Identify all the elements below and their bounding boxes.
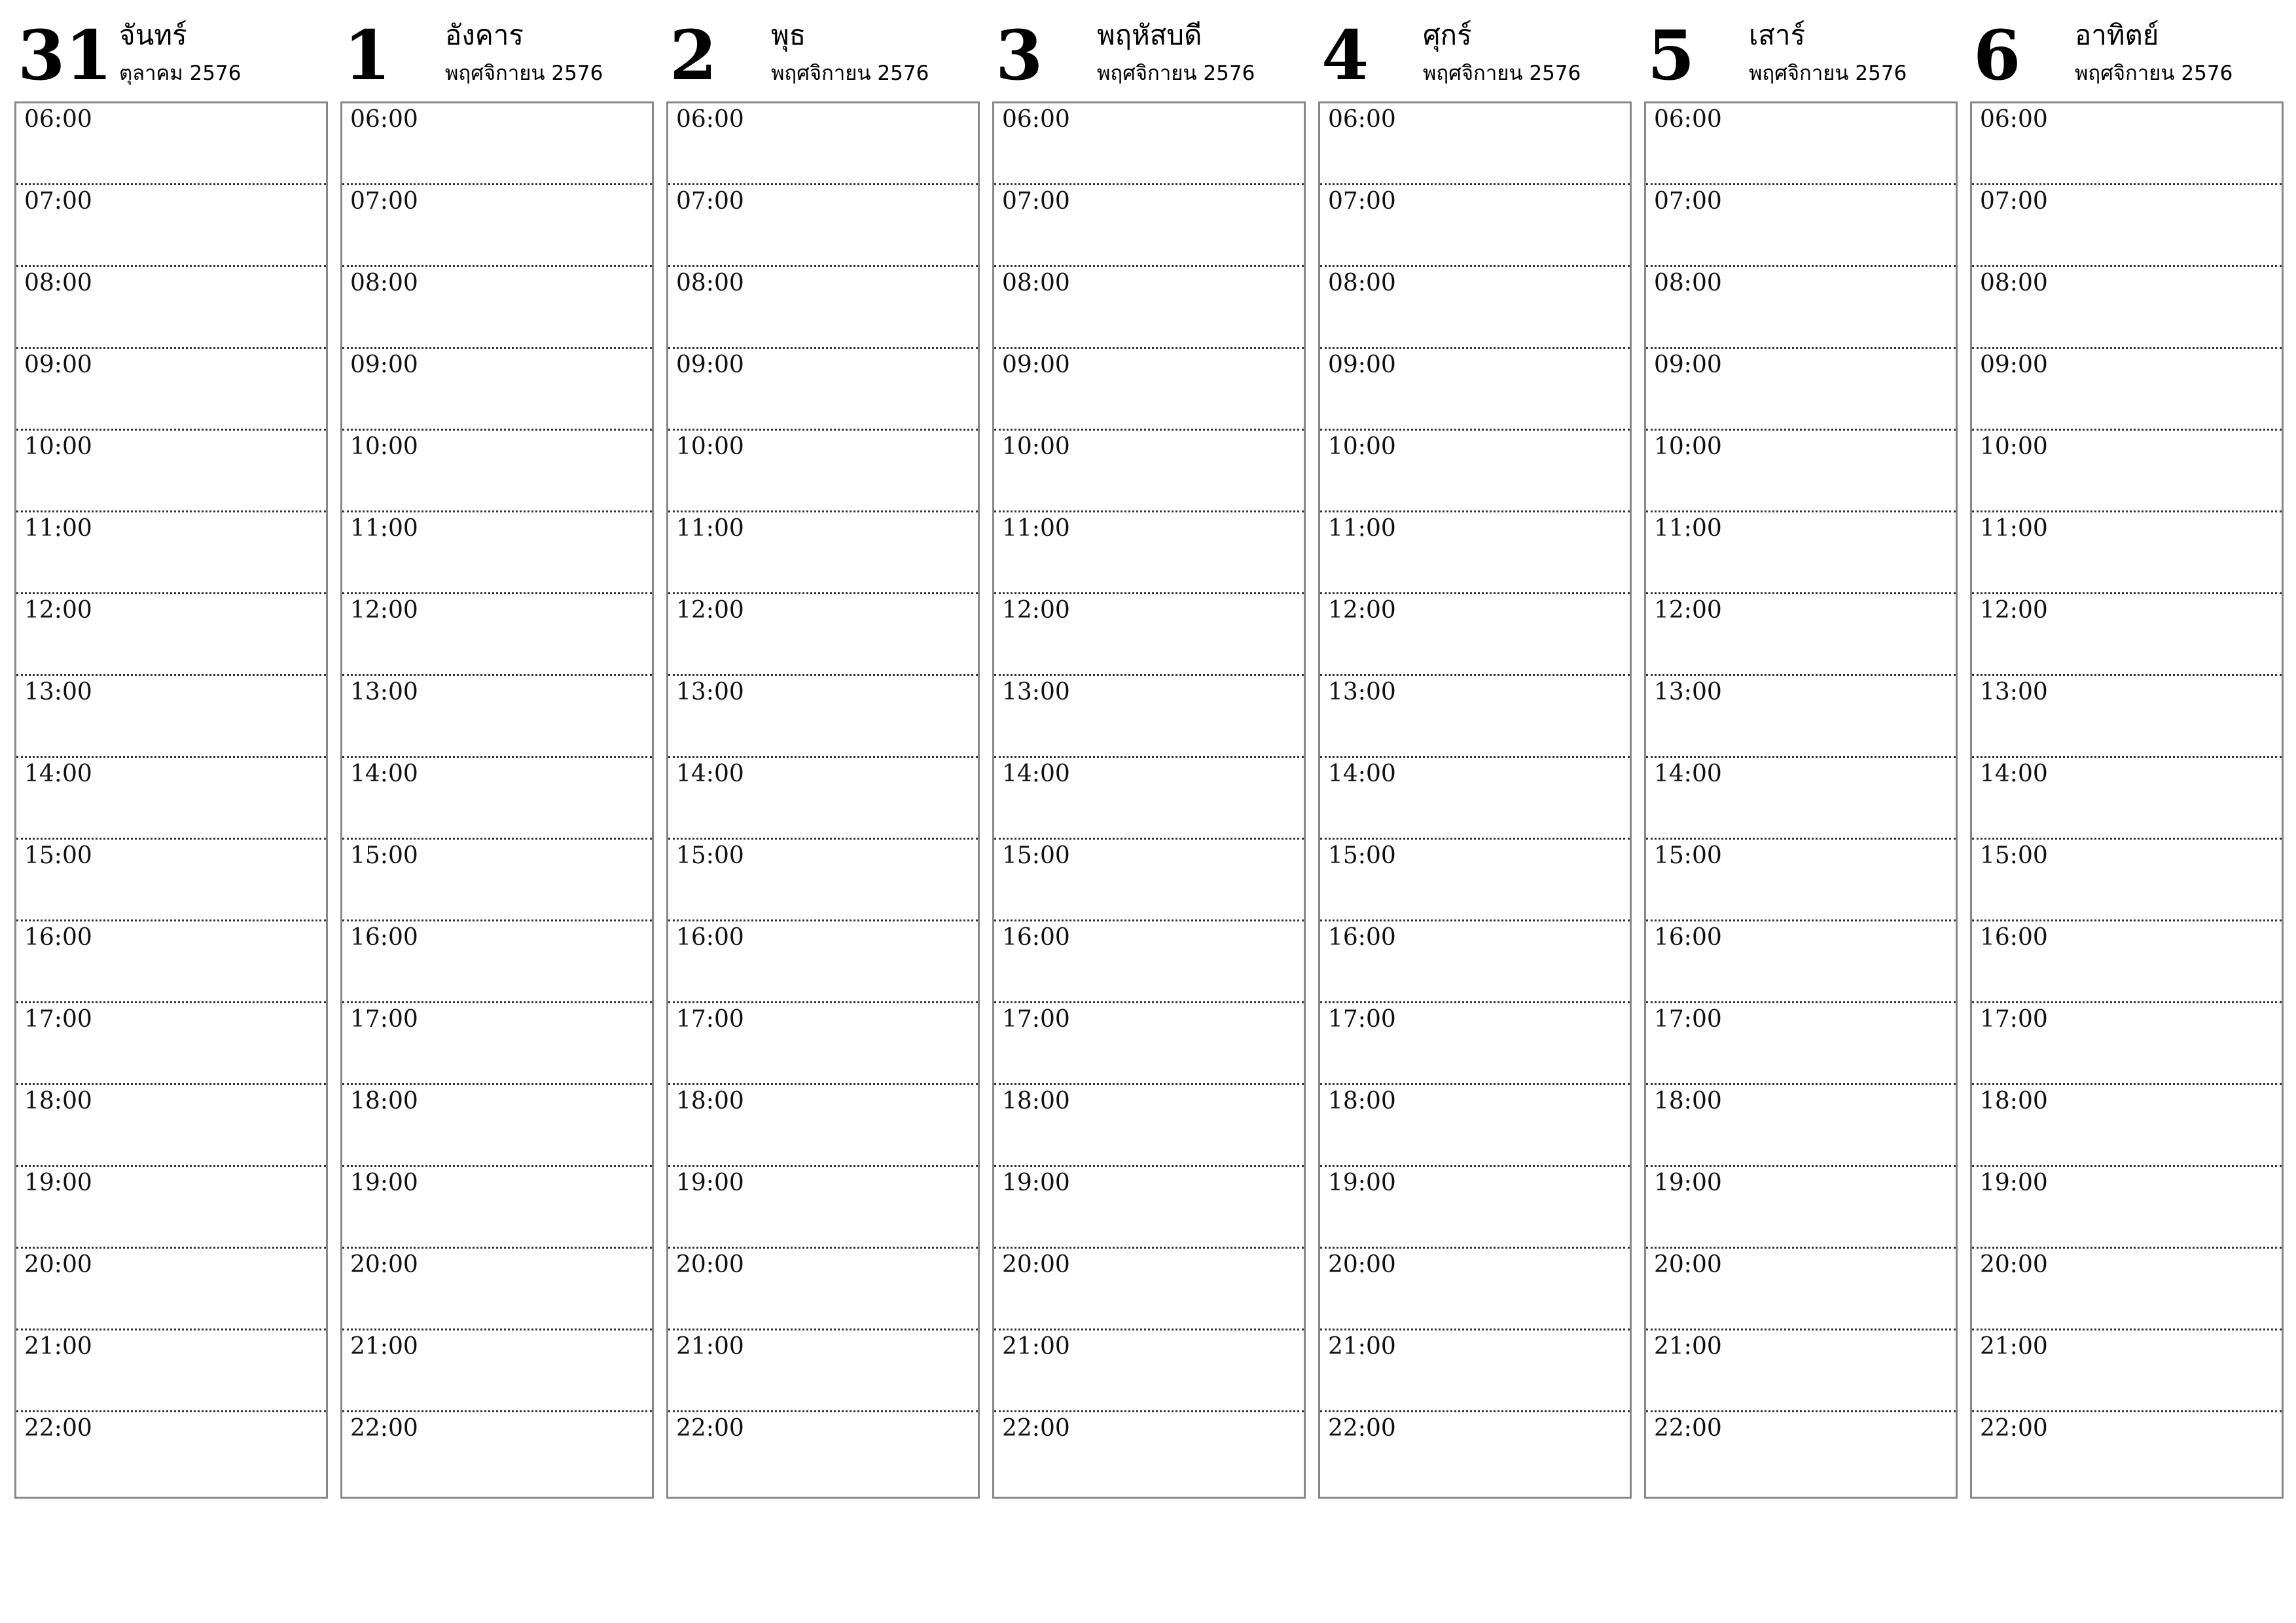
time-label: 07:00 [676, 188, 744, 215]
time-label: 21:00 [1002, 1333, 1070, 1360]
time-slot[interactable] [1972, 1003, 2282, 1085]
time-slot[interactable] [1972, 1167, 2282, 1249]
time-slot[interactable] [342, 840, 652, 921]
time-slot[interactable] [668, 1085, 978, 1167]
time-slot[interactable] [16, 758, 326, 840]
day-number: 2 [670, 15, 717, 96]
time-label: 18:00 [676, 1088, 744, 1115]
time-slot[interactable] [1320, 676, 1630, 758]
day-header [666, 0, 978, 98]
time-label: 06:00 [1654, 106, 1722, 133]
time-slot[interactable] [342, 349, 652, 431]
time-slot[interactable] [994, 267, 1304, 349]
time-slot[interactable] [342, 1412, 652, 1494]
time-label: 16:00 [1654, 924, 1722, 951]
time-label: 15:00 [24, 842, 92, 869]
time-slot[interactable] [342, 1330, 652, 1412]
month-year-label: พฤศจิกายน 2576 [771, 62, 929, 85]
month-year-label: พฤศจิกายน 2576 [1097, 62, 1255, 85]
time-slot[interactable] [1972, 103, 2282, 185]
day-column [992, 0, 1304, 1499]
time-label: 12:00 [1654, 597, 1722, 624]
time-label: 14:00 [350, 760, 418, 787]
time-slot[interactable] [668, 840, 978, 921]
day-column [1970, 0, 2282, 1499]
weekday-name: อังคาร [445, 19, 524, 51]
time-label: 15:00 [1654, 842, 1722, 869]
time-label: 18:00 [1328, 1088, 1396, 1115]
time-label: 22:00 [1980, 1415, 2048, 1442]
day-header [1318, 0, 1630, 98]
time-slot[interactable] [342, 431, 652, 512]
day-number: 3 [996, 15, 1043, 96]
month-year-label: พฤศจิกายน 2576 [445, 62, 603, 85]
time-label: 17:00 [350, 1006, 418, 1033]
time-slot[interactable] [1646, 1003, 1956, 1085]
time-slot[interactable] [16, 349, 326, 431]
time-slot[interactable] [1646, 758, 1956, 840]
weekly-planner [14, 0, 2286, 1499]
time-slot[interactable] [1972, 758, 2282, 840]
time-slot[interactable] [342, 185, 652, 267]
time-label: 22:00 [24, 1415, 92, 1442]
time-slot[interactable] [994, 431, 1304, 512]
time-label: 20:00 [1654, 1251, 1722, 1278]
time-slot[interactable] [1320, 1167, 1630, 1249]
time-slot[interactable] [342, 103, 652, 185]
time-label: 21:00 [1980, 1333, 2048, 1360]
month-year-label: พฤศจิกายน 2576 [1749, 62, 1907, 85]
time-label: 15:00 [350, 842, 418, 869]
time-label: 18:00 [1980, 1088, 2048, 1115]
time-slot[interactable] [1646, 1412, 1956, 1494]
time-label: 08:00 [1328, 270, 1396, 296]
time-label: 19:00 [1002, 1169, 1070, 1196]
time-label: 22:00 [350, 1415, 418, 1442]
time-slot[interactable] [668, 103, 978, 185]
time-slot[interactable] [1972, 349, 2282, 431]
time-label: 14:00 [676, 760, 744, 787]
time-slot[interactable] [1646, 594, 1956, 676]
time-slot[interactable] [994, 1330, 1304, 1412]
time-slot[interactable] [16, 1085, 326, 1167]
time-slot[interactable] [342, 676, 652, 758]
time-slot[interactable] [1320, 103, 1630, 185]
time-label: 07:00 [1980, 188, 2048, 215]
time-label: 09:00 [1980, 351, 2048, 378]
day-schedule-box [1318, 101, 1632, 1499]
time-label: 14:00 [1654, 760, 1722, 787]
time-label: 14:00 [1002, 760, 1070, 787]
day-column [1318, 0, 1630, 1499]
month-year-label: ตุลาคม 2576 [119, 62, 242, 85]
time-slot[interactable] [1646, 676, 1956, 758]
time-label: 06:00 [1328, 106, 1396, 133]
time-slot[interactable] [16, 676, 326, 758]
weekday-name: เสาร์ [1749, 19, 1806, 51]
time-slot[interactable] [1972, 1330, 2282, 1412]
time-slot[interactable] [1646, 921, 1956, 1003]
time-label: 21:00 [676, 1333, 744, 1360]
time-label: 09:00 [1002, 351, 1070, 378]
time-slot[interactable] [16, 185, 326, 267]
day-schedule-box [340, 101, 654, 1499]
time-slot[interactable] [16, 840, 326, 921]
day-column [14, 0, 327, 1499]
time-label: 14:00 [24, 760, 92, 787]
time-label: 21:00 [1328, 1333, 1396, 1360]
time-slot[interactable] [16, 1167, 326, 1249]
time-label: 09:00 [676, 351, 744, 378]
time-slot[interactable] [994, 1085, 1304, 1167]
time-slot[interactable] [16, 1249, 326, 1330]
time-label: 06:00 [676, 106, 744, 133]
time-slot[interactable] [1320, 185, 1630, 267]
time-slot[interactable] [1320, 512, 1630, 594]
time-label: 21:00 [350, 1333, 418, 1360]
time-slot[interactable] [1320, 1330, 1630, 1412]
time-label: 20:00 [1980, 1251, 2048, 1278]
time-label: 08:00 [1980, 270, 2048, 296]
time-slot[interactable] [1646, 512, 1956, 594]
time-slot[interactable] [1646, 185, 1956, 267]
time-label: 16:00 [676, 924, 744, 951]
time-slot[interactable] [1972, 676, 2282, 758]
day-header [992, 0, 1304, 98]
time-label: 22:00 [676, 1415, 744, 1442]
time-slot[interactable] [1646, 1167, 1956, 1249]
time-label: 13:00 [1002, 679, 1070, 705]
time-label: 21:00 [1654, 1333, 1722, 1360]
time-slot[interactable] [16, 103, 326, 185]
time-label: 07:00 [24, 188, 92, 215]
time-label: 13:00 [24, 679, 92, 705]
time-slot[interactable] [994, 758, 1304, 840]
time-slot[interactable] [668, 676, 978, 758]
time-slot[interactable] [1972, 921, 2282, 1003]
day-schedule-box [1970, 101, 2284, 1499]
time-label: 18:00 [24, 1088, 92, 1115]
time-slot[interactable] [1646, 1249, 1956, 1330]
time-slot[interactable] [994, 1167, 1304, 1249]
time-slot[interactable] [668, 758, 978, 840]
time-slot[interactable] [994, 1249, 1304, 1330]
time-label: 17:00 [1654, 1006, 1722, 1033]
time-slot[interactable] [16, 1330, 326, 1412]
time-slot[interactable] [342, 512, 652, 594]
time-slot[interactable] [1646, 1085, 1956, 1167]
time-slot[interactable] [1646, 349, 1956, 431]
day-number: 4 [1321, 15, 1369, 96]
time-slot[interactable] [342, 1249, 652, 1330]
time-label: 20:00 [1328, 1251, 1396, 1278]
weekday-name: ศุกร์ [1423, 19, 1472, 51]
time-slot[interactable] [16, 431, 326, 512]
day-number: 31 [18, 15, 113, 96]
time-slot[interactable] [994, 185, 1304, 267]
time-slot[interactable] [668, 921, 978, 1003]
day-header [1644, 0, 1956, 98]
day-column [1644, 0, 1956, 1499]
time-label: 14:00 [1980, 760, 2048, 787]
time-slot[interactable] [16, 1003, 326, 1085]
time-slot[interactable] [994, 1412, 1304, 1494]
time-slot[interactable] [342, 1085, 652, 1167]
time-slot[interactable] [668, 267, 978, 349]
time-label: 17:00 [1328, 1006, 1396, 1033]
time-slot[interactable] [668, 185, 978, 267]
month-year-label: พฤศจิกายน 2576 [1423, 62, 1581, 85]
time-label: 12:00 [24, 597, 92, 624]
time-label: 06:00 [24, 106, 92, 133]
time-slot[interactable] [1972, 840, 2282, 921]
time-label: 11:00 [350, 515, 418, 542]
day-header [1970, 0, 2282, 98]
time-label: 19:00 [350, 1169, 418, 1196]
day-number: 6 [1973, 15, 2021, 96]
time-slot[interactable] [1320, 1412, 1630, 1494]
time-slot[interactable] [16, 921, 326, 1003]
time-slot[interactable] [1320, 594, 1630, 676]
time-label: 11:00 [1980, 515, 2048, 542]
time-label: 13:00 [676, 679, 744, 705]
time-slot[interactable] [668, 512, 978, 594]
time-slot[interactable] [994, 840, 1304, 921]
time-label: 09:00 [1328, 351, 1396, 378]
time-label: 20:00 [350, 1251, 418, 1278]
day-header [14, 0, 327, 98]
time-label: 20:00 [24, 1251, 92, 1278]
time-slot[interactable] [668, 431, 978, 512]
time-label: 07:00 [1002, 188, 1070, 215]
day-schedule-box [992, 101, 1306, 1499]
time-label: 08:00 [1654, 270, 1722, 296]
time-slot[interactable] [994, 512, 1304, 594]
time-label: 15:00 [1002, 842, 1070, 869]
time-label: 06:00 [350, 106, 418, 133]
time-slot[interactable] [668, 594, 978, 676]
time-slot[interactable] [1320, 921, 1630, 1003]
time-slot[interactable] [16, 1412, 326, 1494]
day-column [340, 0, 653, 1499]
time-label: 11:00 [1654, 515, 1722, 542]
time-label: 11:00 [1328, 515, 1396, 542]
time-label: 19:00 [1654, 1169, 1722, 1196]
time-slot[interactable] [1972, 1412, 2282, 1494]
time-label: 14:00 [1328, 760, 1396, 787]
time-label: 09:00 [1654, 351, 1722, 378]
time-slot[interactable] [1972, 185, 2282, 267]
time-label: 15:00 [1328, 842, 1396, 869]
time-label: 09:00 [350, 351, 418, 378]
time-label: 19:00 [24, 1169, 92, 1196]
time-slot[interactable] [16, 594, 326, 676]
time-slot[interactable] [342, 1167, 652, 1249]
weekday-name: พฤหัสบดี [1097, 19, 1202, 51]
time-slot[interactable] [1320, 1085, 1630, 1167]
time-slot[interactable] [1320, 840, 1630, 921]
time-label: 12:00 [1328, 597, 1396, 624]
time-slot[interactable] [1972, 431, 2282, 512]
month-year-label: พฤศจิกายน 2576 [2075, 62, 2233, 85]
time-label: 18:00 [1002, 1088, 1070, 1115]
time-slot[interactable] [342, 1003, 652, 1085]
time-label: 13:00 [350, 679, 418, 705]
day-number: 5 [1647, 15, 1695, 96]
time-label: 15:00 [676, 842, 744, 869]
time-label: 08:00 [1002, 270, 1070, 296]
time-label: 07:00 [1328, 188, 1396, 215]
weekday-name: อาทิตย์ [2075, 19, 2159, 51]
time-slot[interactable] [1320, 349, 1630, 431]
time-label: 17:00 [676, 1006, 744, 1033]
time-slot[interactable] [668, 1249, 978, 1330]
time-label: 18:00 [1654, 1088, 1722, 1115]
time-label: 19:00 [1980, 1169, 2048, 1196]
time-label: 12:00 [676, 597, 744, 624]
time-slot[interactable] [994, 921, 1304, 1003]
time-label: 10:00 [1980, 433, 2048, 460]
time-slot[interactable] [1646, 103, 1956, 185]
time-slot[interactable] [1320, 758, 1630, 840]
time-label: 21:00 [24, 1333, 92, 1360]
time-slot[interactable] [668, 1330, 978, 1412]
time-label: 17:00 [24, 1006, 92, 1033]
time-label: 13:00 [1654, 679, 1722, 705]
time-label: 19:00 [1328, 1169, 1396, 1196]
time-label: 09:00 [24, 351, 92, 378]
time-label: 11:00 [24, 515, 92, 542]
time-label: 16:00 [1980, 924, 2048, 951]
time-label: 10:00 [1002, 433, 1070, 460]
time-slot[interactable] [342, 267, 652, 349]
time-slot[interactable] [668, 1412, 978, 1494]
time-slot[interactable] [1972, 1085, 2282, 1167]
time-slot[interactable] [1320, 1003, 1630, 1085]
time-label: 10:00 [1654, 433, 1722, 460]
time-slot[interactable] [16, 512, 326, 594]
time-slot[interactable] [342, 758, 652, 840]
time-label: 10:00 [1328, 433, 1396, 460]
time-label: 12:00 [350, 597, 418, 624]
time-label: 12:00 [1002, 597, 1070, 624]
day-schedule-box [14, 101, 328, 1499]
time-slot[interactable] [342, 921, 652, 1003]
time-label: 13:00 [1980, 679, 2048, 705]
time-label: 10:00 [676, 433, 744, 460]
time-slot[interactable] [668, 1167, 978, 1249]
time-slot[interactable] [342, 594, 652, 676]
time-label: 16:00 [1328, 924, 1396, 951]
time-label: 18:00 [350, 1088, 418, 1115]
time-label: 22:00 [1654, 1415, 1722, 1442]
time-slot[interactable] [1972, 594, 2282, 676]
weekday-name: จันทร์ [119, 19, 187, 51]
time-label: 13:00 [1328, 679, 1396, 705]
time-label: 20:00 [1002, 1251, 1070, 1278]
day-column [666, 0, 978, 1499]
time-slot[interactable] [994, 1003, 1304, 1085]
time-slot[interactable] [1972, 1249, 2282, 1330]
time-slot[interactable] [1646, 840, 1956, 921]
time-label: 22:00 [1002, 1415, 1070, 1442]
day-schedule-box [666, 101, 980, 1499]
time-slot[interactable] [668, 349, 978, 431]
time-label: 17:00 [1002, 1006, 1070, 1033]
time-label: 08:00 [676, 270, 744, 296]
time-label: 16:00 [24, 924, 92, 951]
time-label: 06:00 [1002, 106, 1070, 133]
time-slot[interactable] [994, 103, 1304, 185]
time-label: 12:00 [1980, 597, 2048, 624]
time-label: 16:00 [1002, 924, 1070, 951]
time-label: 20:00 [676, 1251, 744, 1278]
day-number: 1 [344, 15, 391, 96]
time-label: 22:00 [1328, 1415, 1396, 1442]
time-slot[interactable] [1972, 267, 2282, 349]
day-schedule-box [1644, 101, 1958, 1499]
time-slot[interactable] [1646, 267, 1956, 349]
time-label: 17:00 [1980, 1006, 2048, 1033]
time-label: 07:00 [1654, 188, 1722, 215]
time-slot[interactable] [1320, 267, 1630, 349]
time-slot[interactable] [1320, 431, 1630, 512]
time-label: 06:00 [1980, 106, 2048, 133]
time-label: 08:00 [24, 270, 92, 296]
time-slot[interactable] [16, 267, 326, 349]
time-slot[interactable] [994, 594, 1304, 676]
time-slot[interactable] [1646, 1330, 1956, 1412]
time-label: 07:00 [350, 188, 418, 215]
time-label: 10:00 [24, 433, 92, 460]
time-label: 08:00 [350, 270, 418, 296]
time-slot[interactable] [994, 349, 1304, 431]
time-label: 15:00 [1980, 842, 2048, 869]
time-label: 11:00 [1002, 515, 1070, 542]
time-slot[interactable] [1972, 512, 2282, 594]
day-header [340, 0, 653, 98]
time-slot[interactable] [668, 1003, 978, 1085]
time-slot[interactable] [1320, 1249, 1630, 1330]
time-label: 19:00 [676, 1169, 744, 1196]
weekday-name: พุธ [771, 19, 806, 51]
time-label: 11:00 [676, 515, 744, 542]
time-label: 16:00 [350, 924, 418, 951]
time-slot[interactable] [994, 676, 1304, 758]
time-label: 10:00 [350, 433, 418, 460]
time-slot[interactable] [1646, 431, 1956, 512]
